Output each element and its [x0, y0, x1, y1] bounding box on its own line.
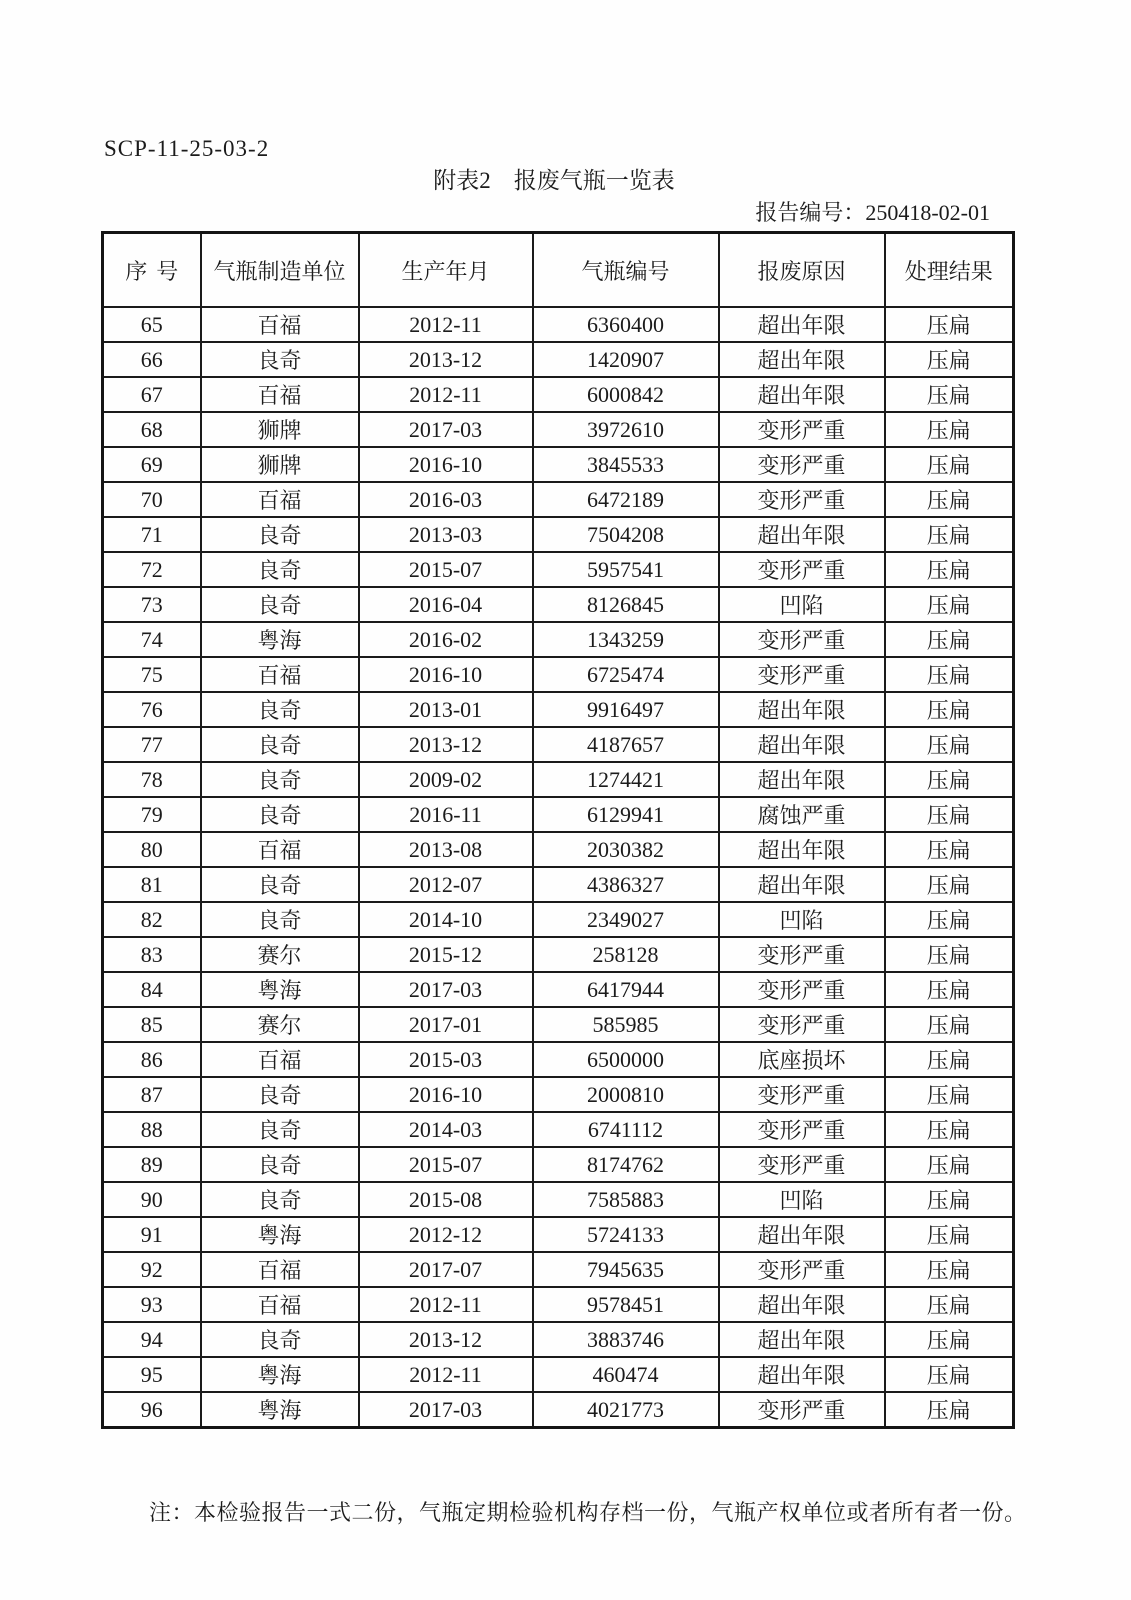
cell-treatment-result: 压扁: [885, 1217, 1014, 1252]
column-header-production-date: 生产年月: [359, 233, 533, 308]
column-header-scrap-reason: 报废原因: [719, 233, 885, 308]
cell-index: 76: [103, 692, 201, 727]
cell-cylinder-number: 2000810: [533, 1077, 719, 1112]
column-header-cylinder-number: 气瓶编号: [533, 233, 719, 308]
cell-treatment-result: 压扁: [885, 1007, 1014, 1042]
cell-treatment-result: 压扁: [885, 1112, 1014, 1147]
column-header-manufacturer: 气瓶制造单位: [201, 233, 359, 308]
table-row: [103, 937, 1014, 972]
column-header-index: 序号: [103, 233, 201, 308]
table-row: [103, 762, 1014, 797]
cell-production-date: 2017-07: [359, 1252, 533, 1287]
cell-manufacturer: 百福: [201, 377, 359, 412]
cell-production-date: 2014-10: [359, 902, 533, 937]
table-row: [103, 1217, 1014, 1252]
table-row: [103, 902, 1014, 937]
cell-index: 75: [103, 657, 201, 692]
table-row: [103, 1287, 1014, 1322]
cell-cylinder-number: 5957541: [533, 552, 719, 587]
cell-cylinder-number: 6417944: [533, 972, 719, 1007]
cell-manufacturer: 良奇: [201, 762, 359, 797]
table-row: [103, 447, 1014, 482]
cell-treatment-result: 压扁: [885, 587, 1014, 622]
cell-production-date: 2016-11: [359, 797, 533, 832]
table-row: [103, 727, 1014, 762]
cell-cylinder-number: 9578451: [533, 1287, 719, 1322]
cell-production-date: 2012-11: [359, 377, 533, 412]
cell-production-date: 2017-03: [359, 412, 533, 447]
cell-cylinder-number: 6000842: [533, 377, 719, 412]
cell-manufacturer: 良奇: [201, 587, 359, 622]
cell-manufacturer: 粤海: [201, 1357, 359, 1392]
cell-index: 96: [103, 1392, 201, 1428]
cell-scrap-reason: 变形严重: [719, 972, 885, 1007]
cell-treatment-result: 压扁: [885, 1077, 1014, 1112]
cell-scrap-reason: 凹陷: [719, 587, 885, 622]
cell-treatment-result: 压扁: [885, 902, 1014, 937]
cell-cylinder-number: 4021773: [533, 1392, 719, 1428]
cell-index: 66: [103, 342, 201, 377]
cell-manufacturer: 良奇: [201, 342, 359, 377]
cell-production-date: 2016-10: [359, 447, 533, 482]
cell-cylinder-number: 2349027: [533, 902, 719, 937]
footer-note: 注：本检验报告一式二份，气瓶定期检验机构存档一份，气瓶产权单位或者所有者一份。: [149, 1500, 1027, 1525]
cell-index: 94: [103, 1322, 201, 1357]
cell-manufacturer: 狮牌: [201, 447, 359, 482]
cell-index: 70: [103, 482, 201, 517]
cell-index: 73: [103, 587, 201, 622]
cell-manufacturer: 粤海: [201, 1392, 359, 1428]
table-row: [103, 1042, 1014, 1077]
cell-manufacturer: 良奇: [201, 1322, 359, 1357]
cell-cylinder-number: 8174762: [533, 1147, 719, 1182]
cell-manufacturer: 良奇: [201, 902, 359, 937]
cell-cylinder-number: 6129941: [533, 797, 719, 832]
cell-scrap-reason: 变形严重: [719, 1007, 885, 1042]
cell-index: 79: [103, 797, 201, 832]
cell-index: 85: [103, 1007, 201, 1042]
cell-cylinder-number: 7504208: [533, 517, 719, 552]
cell-treatment-result: 压扁: [885, 1147, 1014, 1182]
cell-index: 74: [103, 622, 201, 657]
cell-production-date: 2013-01: [359, 692, 533, 727]
cell-production-date: 2013-12: [359, 342, 533, 377]
cell-scrap-reason: 变形严重: [719, 1392, 885, 1428]
cell-production-date: 2012-07: [359, 867, 533, 902]
cell-treatment-result: 压扁: [885, 377, 1014, 412]
cell-treatment-result: 压扁: [885, 517, 1014, 552]
cell-scrap-reason: 超出年限: [719, 867, 885, 902]
cell-treatment-result: 压扁: [885, 1182, 1014, 1217]
cell-index: 93: [103, 1287, 201, 1322]
cell-treatment-result: 压扁: [885, 727, 1014, 762]
cell-cylinder-number: 7585883: [533, 1182, 719, 1217]
cell-index: 87: [103, 1077, 201, 1112]
table-row: [103, 1252, 1014, 1287]
cell-cylinder-number: 2030382: [533, 832, 719, 867]
cell-production-date: 2012-11: [359, 1357, 533, 1392]
cell-production-date: 2016-02: [359, 622, 533, 657]
table-row: [103, 832, 1014, 867]
cell-cylinder-number: 460474: [533, 1357, 719, 1392]
cell-manufacturer: 百福: [201, 657, 359, 692]
table-row: [103, 517, 1014, 552]
cell-cylinder-number: 1420907: [533, 342, 719, 377]
cell-treatment-result: 压扁: [885, 1392, 1014, 1428]
cell-production-date: 2013-12: [359, 1322, 533, 1357]
cell-treatment-result: 压扁: [885, 342, 1014, 377]
cell-index: 71: [103, 517, 201, 552]
cell-index: 89: [103, 1147, 201, 1182]
cell-treatment-result: 压扁: [885, 447, 1014, 482]
table-row: [103, 1112, 1014, 1147]
cell-index: 80: [103, 832, 201, 867]
cell-treatment-result: 压扁: [885, 692, 1014, 727]
table-row: [103, 797, 1014, 832]
report-number: 报告编号：250418-02-01: [755, 200, 990, 225]
cell-scrap-reason: 凹陷: [719, 902, 885, 937]
column-header-treatment-result: 处理结果: [885, 233, 1014, 308]
cell-manufacturer: 百福: [201, 1042, 359, 1077]
cell-cylinder-number: 6360400: [533, 307, 719, 342]
cell-production-date: 2013-08: [359, 832, 533, 867]
table-row: [103, 1322, 1014, 1357]
cell-manufacturer: 粤海: [201, 622, 359, 657]
cell-cylinder-number: 4187657: [533, 727, 719, 762]
cell-scrap-reason: 超出年限: [719, 342, 885, 377]
cell-scrap-reason: 底座损坏: [719, 1042, 885, 1077]
cell-scrap-reason: 变形严重: [719, 552, 885, 587]
cell-manufacturer: 良奇: [201, 1112, 359, 1147]
cell-index: 84: [103, 972, 201, 1007]
cell-production-date: 2016-10: [359, 1077, 533, 1112]
table-row: [103, 377, 1014, 412]
cell-cylinder-number: 5724133: [533, 1217, 719, 1252]
cell-treatment-result: 压扁: [885, 552, 1014, 587]
cell-treatment-result: 压扁: [885, 307, 1014, 342]
doc-code: SCP-11-25-03-2: [104, 136, 270, 161]
cell-cylinder-number: 1343259: [533, 622, 719, 657]
cell-index: 78: [103, 762, 201, 797]
cell-index: 86: [103, 1042, 201, 1077]
table-row: [103, 1357, 1014, 1392]
cell-treatment-result: 压扁: [885, 622, 1014, 657]
cell-treatment-result: 压扁: [885, 657, 1014, 692]
cell-cylinder-number: 6500000: [533, 1042, 719, 1077]
table-row: [103, 307, 1014, 342]
table-row: [103, 552, 1014, 587]
cell-production-date: 2013-03: [359, 517, 533, 552]
cell-index: 95: [103, 1357, 201, 1392]
cell-scrap-reason: 超出年限: [719, 832, 885, 867]
cell-production-date: 2012-11: [359, 307, 533, 342]
cell-manufacturer: 粤海: [201, 972, 359, 1007]
cell-scrap-reason: 变形严重: [719, 447, 885, 482]
cell-scrap-reason: 超出年限: [719, 1322, 885, 1357]
cell-treatment-result: 压扁: [885, 972, 1014, 1007]
cell-treatment-result: 压扁: [885, 937, 1014, 972]
cell-cylinder-number: 8126845: [533, 587, 719, 622]
cell-treatment-result: 压扁: [885, 412, 1014, 447]
cell-production-date: 2016-03: [359, 482, 533, 517]
cell-treatment-result: 压扁: [885, 1357, 1014, 1392]
cell-cylinder-number: 6725474: [533, 657, 719, 692]
cell-production-date: 2017-01: [359, 1007, 533, 1042]
cell-scrap-reason: 超出年限: [719, 762, 885, 797]
cell-manufacturer: 良奇: [201, 1077, 359, 1112]
cell-manufacturer: 赛尔: [201, 1007, 359, 1042]
cell-production-date: 2012-11: [359, 1287, 533, 1322]
cell-manufacturer: 百福: [201, 832, 359, 867]
cell-cylinder-number: 585985: [533, 1007, 719, 1042]
cell-scrap-reason: 变形严重: [719, 1112, 885, 1147]
table-row: [103, 657, 1014, 692]
cell-scrap-reason: 变形严重: [719, 482, 885, 517]
cell-treatment-result: 压扁: [885, 482, 1014, 517]
cell-production-date: 2013-12: [359, 727, 533, 762]
cell-cylinder-number: 6741112: [533, 1112, 719, 1147]
cell-production-date: 2012-12: [359, 1217, 533, 1252]
table-row: [103, 1182, 1014, 1217]
cell-scrap-reason: 凹陷: [719, 1182, 885, 1217]
cell-scrap-reason: 腐蚀严重: [719, 797, 885, 832]
cell-index: 81: [103, 867, 201, 902]
cell-index: 82: [103, 902, 201, 937]
cell-index: 72: [103, 552, 201, 587]
cell-treatment-result: 压扁: [885, 1287, 1014, 1322]
table-row: [103, 1077, 1014, 1112]
table-row: [103, 692, 1014, 727]
cell-production-date: 2015-12: [359, 937, 533, 972]
cell-scrap-reason: 变形严重: [719, 622, 885, 657]
page-title: 附表2 报废气瓶一览表: [433, 168, 675, 193]
cell-index: 83: [103, 937, 201, 972]
cell-index: 65: [103, 307, 201, 342]
cell-scrap-reason: 超出年限: [719, 377, 885, 412]
cell-production-date: 2015-08: [359, 1182, 533, 1217]
cell-scrap-reason: 超出年限: [719, 692, 885, 727]
table-row: [103, 342, 1014, 377]
cell-scrap-reason: 超出年限: [719, 307, 885, 342]
cell-production-date: 2009-02: [359, 762, 533, 797]
cell-index: 91: [103, 1217, 201, 1252]
cell-manufacturer: 良奇: [201, 797, 359, 832]
cell-scrap-reason: 超出年限: [719, 1287, 885, 1322]
cell-scrap-reason: 变形严重: [719, 412, 885, 447]
cell-index: 68: [103, 412, 201, 447]
cell-manufacturer: 百福: [201, 307, 359, 342]
cell-treatment-result: 压扁: [885, 1042, 1014, 1077]
cell-scrap-reason: 变形严重: [719, 1147, 885, 1182]
cell-cylinder-number: 258128: [533, 937, 719, 972]
cell-manufacturer: 狮牌: [201, 412, 359, 447]
cell-manufacturer: 百福: [201, 1287, 359, 1322]
cell-production-date: 2015-07: [359, 552, 533, 587]
cell-production-date: 2017-03: [359, 972, 533, 1007]
table-body: [103, 307, 1014, 1428]
cell-cylinder-number: 4386327: [533, 867, 719, 902]
cell-cylinder-number: 3972610: [533, 412, 719, 447]
cell-index: 92: [103, 1252, 201, 1287]
cell-treatment-result: 压扁: [885, 867, 1014, 902]
table-row: [103, 482, 1014, 517]
cell-manufacturer: 粤海: [201, 1217, 359, 1252]
cell-index: 77: [103, 727, 201, 762]
cell-manufacturer: 百福: [201, 1252, 359, 1287]
cell-manufacturer: 良奇: [201, 867, 359, 902]
cell-production-date: 2015-07: [359, 1147, 533, 1182]
cell-production-date: 2015-03: [359, 1042, 533, 1077]
table-row: [103, 867, 1014, 902]
table-header-row: [103, 233, 1014, 308]
cell-scrap-reason: 变形严重: [719, 1252, 885, 1287]
cell-cylinder-number: 3845533: [533, 447, 719, 482]
cell-scrap-reason: 变形严重: [719, 1077, 885, 1112]
table-row: [103, 1007, 1014, 1042]
cell-production-date: 2016-04: [359, 587, 533, 622]
cell-manufacturer: 良奇: [201, 1147, 359, 1182]
table-row: [103, 412, 1014, 447]
cell-cylinder-number: 1274421: [533, 762, 719, 797]
cell-scrap-reason: 超出年限: [719, 517, 885, 552]
cell-index: 69: [103, 447, 201, 482]
cell-treatment-result: 压扁: [885, 1322, 1014, 1357]
cell-index: 88: [103, 1112, 201, 1147]
cell-manufacturer: 良奇: [201, 692, 359, 727]
cell-manufacturer: 良奇: [201, 552, 359, 587]
table-row: [103, 972, 1014, 1007]
cell-manufacturer: 百福: [201, 482, 359, 517]
cell-production-date: 2017-03: [359, 1392, 533, 1428]
cell-index: 90: [103, 1182, 201, 1217]
cell-treatment-result: 压扁: [885, 1252, 1014, 1287]
cell-production-date: 2016-10: [359, 657, 533, 692]
table-row: [103, 587, 1014, 622]
cell-treatment-result: 压扁: [885, 762, 1014, 797]
cell-scrap-reason: 变形严重: [719, 657, 885, 692]
cell-cylinder-number: 7945635: [533, 1252, 719, 1287]
cell-index: 67: [103, 377, 201, 412]
cell-production-date: 2014-03: [359, 1112, 533, 1147]
cell-cylinder-number: 3883746: [533, 1322, 719, 1357]
scrapped-cylinder-table: [101, 231, 1015, 1429]
cell-scrap-reason: 超出年限: [719, 727, 885, 762]
cell-manufacturer: 良奇: [201, 517, 359, 552]
table-row: [103, 1392, 1014, 1428]
cell-manufacturer: 良奇: [201, 1182, 359, 1217]
cell-manufacturer: 赛尔: [201, 937, 359, 972]
cell-scrap-reason: 变形严重: [719, 937, 885, 972]
cell-cylinder-number: 6472189: [533, 482, 719, 517]
cell-treatment-result: 压扁: [885, 832, 1014, 867]
cell-cylinder-number: 9916497: [533, 692, 719, 727]
cell-scrap-reason: 超出年限: [719, 1357, 885, 1392]
table-row: [103, 1147, 1014, 1182]
table-row: [103, 622, 1014, 657]
cell-scrap-reason: 超出年限: [719, 1217, 885, 1252]
cell-manufacturer: 良奇: [201, 727, 359, 762]
cell-treatment-result: 压扁: [885, 797, 1014, 832]
